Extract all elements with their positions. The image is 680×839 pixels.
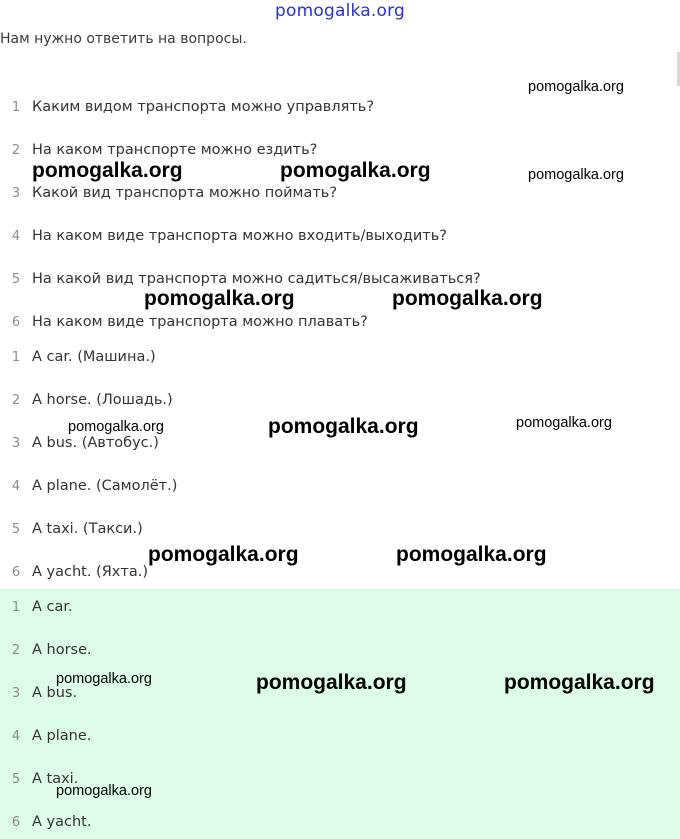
item-text: A bus. — [32, 685, 78, 701]
item-number: 5 — [11, 271, 21, 287]
item-number: 4 — [11, 728, 21, 744]
list-item — [0, 93, 374, 121]
watermark: pomogalka.org — [396, 543, 547, 566]
watermark: pomogalka.org — [268, 415, 419, 438]
item-text: На каком виде транспорта можно входить/выходить? — [32, 228, 447, 244]
item-number: 2 — [11, 642, 21, 658]
item-number: 6 — [11, 314, 21, 330]
item-text: A taxi. (Такси.) — [32, 521, 143, 537]
watermark: pomogalka.org — [392, 287, 543, 310]
item-number: 3 — [11, 435, 21, 451]
item-text: На какой вид транспорта можно садиться/высаживаться? — [32, 271, 481, 287]
list-item — [0, 722, 91, 750]
list-item — [0, 343, 156, 371]
item-number: 6 — [11, 564, 21, 580]
list-item — [0, 636, 92, 664]
item-text: A plane. — [32, 728, 92, 744]
item-number: 2 — [11, 392, 21, 408]
list-item — [0, 179, 337, 207]
list-item — [0, 308, 368, 336]
list-item — [0, 808, 91, 836]
list-item — [0, 558, 148, 586]
item-text: A taxi. — [32, 771, 79, 787]
watermark: pomogalka.org — [32, 159, 183, 182]
item-number: 5 — [11, 771, 21, 787]
watermark: pomogalka.org — [280, 159, 431, 182]
item-number: 3 — [11, 685, 21, 701]
watermark: pomogalka.org — [528, 79, 624, 95]
item-number: 5 — [11, 521, 21, 537]
watermark: pomogalka.org — [256, 671, 407, 694]
item-text: На каком транспорте можно ездить? — [32, 142, 318, 158]
intro-text: Нам нужно ответить на вопросы. — [0, 31, 247, 47]
watermark: pomogalka.org — [504, 671, 655, 694]
list-item — [0, 593, 73, 621]
watermark: pomogalka.org — [516, 415, 612, 431]
item-text: A car. — [32, 599, 73, 615]
item-number: 6 — [11, 814, 21, 830]
item-number: 4 — [11, 228, 21, 244]
site-header-watermark[interactable]: pomogalka.org — [275, 1, 405, 21]
item-text: A bus. (Автобус.) — [32, 435, 159, 451]
list-item — [0, 515, 143, 543]
watermark: pomogalka.org — [68, 419, 164, 435]
watermark: pomogalka.org — [148, 543, 299, 566]
watermark: pomogalka.org — [56, 783, 152, 799]
watermark: pomogalka.org — [528, 167, 624, 183]
item-number: 1 — [11, 99, 21, 115]
list-item — [0, 472, 177, 500]
item-text: A car. (Машина.) — [32, 349, 156, 365]
item-text: A yacht. — [32, 814, 92, 830]
watermark: pomogalka.org — [144, 287, 295, 310]
item-number: 1 — [11, 349, 21, 365]
answers-highlight — [0, 589, 680, 839]
item-text: A yacht. (Яхта.) — [32, 564, 148, 580]
list-item — [0, 386, 173, 414]
list-item — [0, 222, 447, 250]
item-number: 4 — [11, 478, 21, 494]
item-text: A horse. — [32, 642, 92, 658]
item-number: 1 — [11, 599, 21, 615]
item-text: A horse. (Лошадь.) — [32, 392, 173, 408]
item-number: 2 — [11, 142, 21, 158]
item-number: 3 — [11, 185, 21, 201]
item-text: Каким видом транспорта можно управлять? — [32, 99, 375, 115]
item-text: Какой вид транспорта можно поймать? — [32, 185, 338, 201]
item-text: На каком виде транспорта можно плавать? — [32, 314, 368, 330]
watermark: pomogalka.org — [56, 671, 152, 687]
item-text: A plane. (Самолёт.) — [32, 478, 178, 494]
